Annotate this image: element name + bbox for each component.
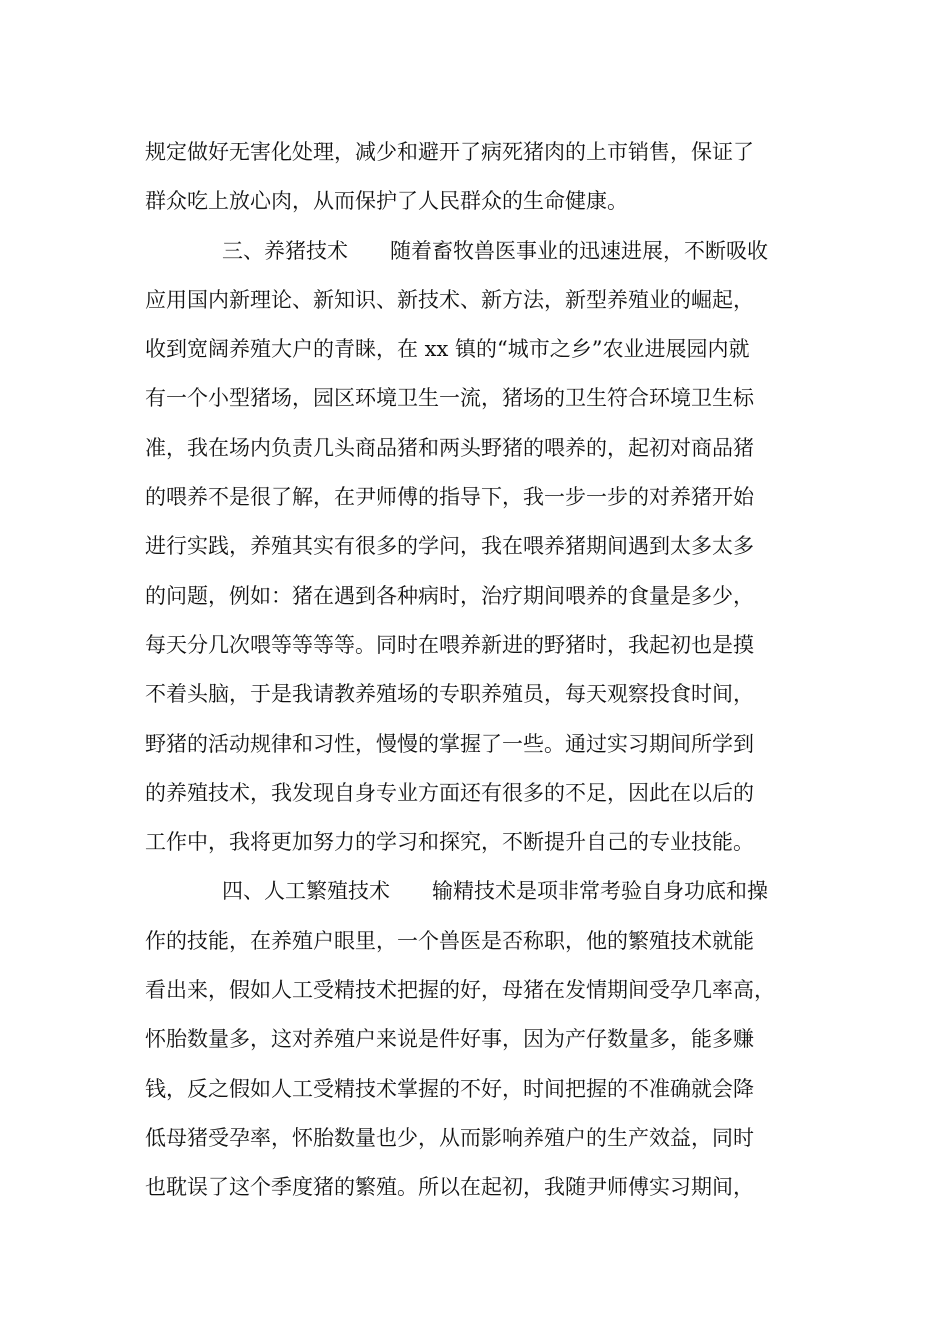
text-line: 作的技能，在养殖户眼里，一个兽医是否称职，他的繁殖技术就能 — [145, 928, 754, 953]
text-line: 规定做好无害化处理，减少和避开了病死猪肉的上市销售，保证了 — [145, 140, 754, 164]
text-line: 不着头脑，于是我请教养殖场的专职养殖员，每天观察投食时间， — [145, 682, 754, 707]
text-line: 有一个小型猪场，园区环境卫生一流，猪场的卫生符合环境卫生标 — [145, 386, 754, 411]
text-line: 野猪的活动规律和习性，慢慢的掌握了一些。通过实习期间所学到 — [145, 731, 754, 756]
text-line: 工作中，我将更加努力的学习和探究，不断提升自己的专业技能。 — [145, 830, 754, 855]
document-body — [145, 128, 815, 1213]
text-line: 应用国内新理论、新知识、新技术、新方法，新型养殖业的崛起， — [145, 287, 754, 312]
text-line: 怀胎数量多，这对养殖户来说是件好事，因为产仔数量多，能多赚 — [145, 1027, 754, 1052]
text-line: 低母猪受孕率，怀胎数量也少，从而影响养殖户的生产效益，同时 — [145, 1125, 754, 1150]
text-line: 的问题，例如：猪在遇到各种病时，治疗期间喂养的食量是多少， — [145, 583, 754, 608]
text-line: 进行实践，养殖其实有很多的学问，我在喂养猪期间遇到太多太多 — [145, 534, 754, 559]
paragraph-first-line: 三、养猪技术 随着畜牧兽医事业的迅速进展，不断吸收 — [222, 238, 768, 263]
text-line: 群众吃上放心肉，从而保护了人民群众的生命健康。 — [145, 189, 628, 214]
text-line: 的喂养不是很了解，在尹师傅的指导下，我一步一步的对养猪开始 — [145, 485, 754, 510]
text-line: 也耽误了这个季度猪的繁殖。所以在起初，我随尹师傅实习期间， — [145, 1175, 754, 1200]
text-line: 看出来，假如人工受精技术把握的好，母猪在发情期间受孕几率高， — [145, 978, 775, 1003]
text-line: 准，我在场内负责几头商品猪和两头野猪的喂养的，起初对商品猪 — [145, 435, 754, 460]
text-line: 每天分几次喂等等等等。同时在喂养新进的野猪时，我起初也是摸 — [145, 632, 754, 657]
text-line: 收到宽阔养殖大户的青睐，在 xx 镇的“城市之乡”农业进展园内就 — [145, 337, 750, 362]
text-line: 的养殖技术，我发现自身专业方面还有很多的不足，因此在以后的 — [145, 780, 754, 805]
paragraph-first-line: 四、人工繁殖技术 输精技术是项非常考验自身功底和操 — [222, 879, 768, 904]
text-line: 钱，反之假如人工受精技术掌握的不好，时间把握的不准确就会降 — [145, 1076, 754, 1101]
